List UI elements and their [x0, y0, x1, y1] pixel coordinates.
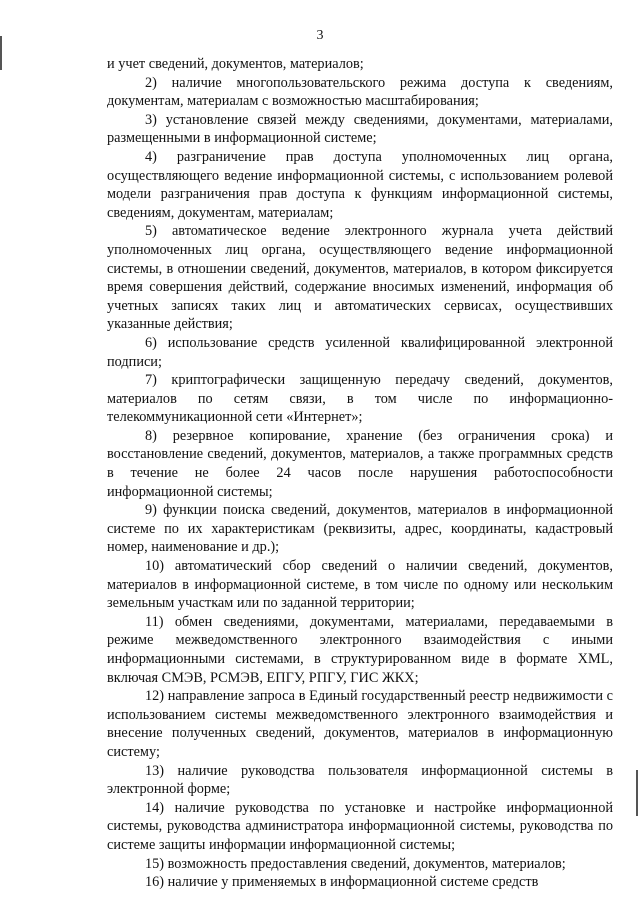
list-item-16: 16) наличие у применяемых в информационной системе средств	[145, 874, 539, 891]
list-item-7: 7) криптографически защищенную передачу сведений, документов, материалов по сетям связи, в том числе по информационно-телекоммуникационной сети «Интернет»;	[107, 372, 613, 426]
list-item-2: 2) наличие многопользовательского режима доступа к сведениям, документам, материалам с возможностью масштабирования;	[107, 74, 613, 110]
list-item-15: 15) возможность предоставления сведений, документов, материалов;	[145, 855, 566, 872]
list-item-6: 6) использование средств усиленной квалифицированной электронной подписи;	[107, 334, 613, 370]
list-item-12: 12) направление запроса в Единый государственный реестр недвижимости с использованием системы межведомственного электронного взаимодействия и внесение полученных сведений, документов, материалов в информационную систему;	[107, 688, 613, 760]
paragraph-continuation: и учет сведений, документов, материалов;	[107, 56, 364, 72]
list-item-4: 4) разграничение прав доступа уполномоченных лиц органа, осуществляющего ведение информационной системы, с использованием ролевой модели разграничения прав доступа к функциям информационной системы, сведениям, документам, материалам;	[107, 148, 613, 221]
list-item-9: 9) функции поиска сведений, документов, материалов в информационной системе по их характеристикам (реквизиты, адрес, координаты, кадастровый номер, наименование и др.);	[107, 502, 613, 556]
document-body	[107, 55, 613, 892]
list-item-14: 14) наличие руководства по установке и настройке информационной системы, руководства администратора информационной системы, руководства по системе защиты информации информационной системы;	[107, 799, 613, 853]
list-item-8: 8) резервное копирование, хранение (без ограничения срока) и восстановление сведений, документов, материалов, а также программных средств в течение не более 24 часов после нарушения работоспособности информационной системы;	[107, 427, 613, 500]
scan-edge-mark-right	[636, 770, 638, 816]
list-item-11: 11) обмен сведениями, документами, материалами, передаваемыми в режиме межведомственного электронного взаимодействия с иными информационными системами, в структурированном виде в формате XML, включая СМЭВ, РСМЭВ, ЕПГУ, РПГУ, ГИС ЖКХ;	[107, 613, 613, 686]
list-item-5: 5) автоматическое ведение электронного журнала учета действий уполномоченных лиц органа, осуществляющего ведение информационной системы, в отношении сведений, документов, материалов, в котором фиксируется время совершения действий, содержание вносимых изменений, информация об учетных записях таких лиц и автоматических сервисах, осуществивших указанные действия;	[107, 223, 613, 333]
list-item-13: 13) наличие руководства пользователя информационной системы в электронной форме;	[107, 762, 613, 798]
list-item-10: 10) автоматический сбор сведений о наличии сведений, документов, материалов в информационной системе, в том числе по одному или нескольким земельным участкам или по заданной территории;	[107, 558, 613, 612]
page-number: 3	[316, 28, 324, 43]
list-item-3: 3) установление связей между сведениями, документами, материалами, размещенными в информационной системе;	[107, 111, 613, 147]
